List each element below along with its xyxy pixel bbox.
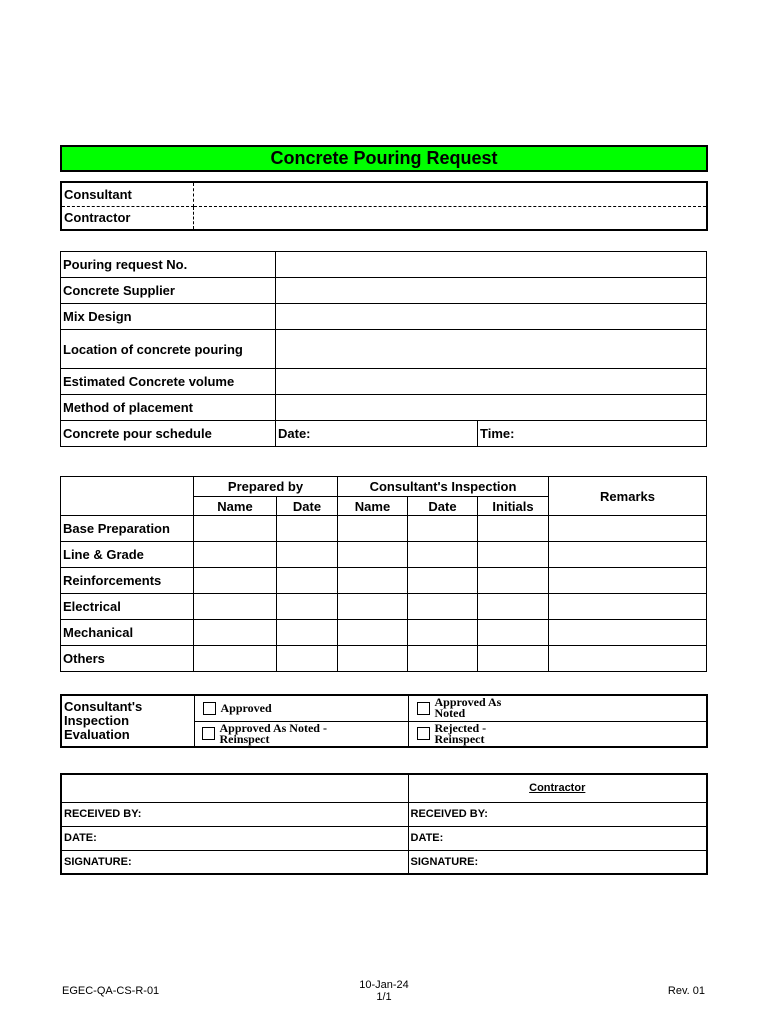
revision-number: Rev. 01 [667, 985, 705, 997]
pouring-request-no-field[interactable] [276, 252, 707, 278]
rejected-reinspect-checkbox[interactable] [417, 727, 430, 740]
remarks-header: Remarks [549, 477, 707, 516]
location-field[interactable] [276, 330, 707, 369]
rejected-reinspect-option[interactable] [408, 721, 707, 747]
rejected-reinspect-text: Rejected - Reinspect [434, 721, 487, 746]
table-cell[interactable] [549, 646, 707, 672]
contractor-field[interactable] [193, 206, 707, 230]
mix-design-label: Mix Design [61, 304, 276, 330]
approved-noted-reinspect-text: Approved As Noted - Reinspect [219, 721, 327, 746]
table-cell[interactable] [338, 646, 408, 672]
contractor-label: Contractor [61, 206, 193, 230]
table-cell[interactable] [478, 620, 549, 646]
table-cell[interactable] [277, 542, 338, 568]
evaluation-table [60, 694, 708, 748]
table-cell[interactable] [277, 568, 338, 594]
consultant-label: Consultant [61, 182, 193, 206]
table-cell[interactable] [478, 542, 549, 568]
footer-page-number: 1/1 [376, 991, 392, 1003]
pouring-info-table [60, 251, 707, 447]
parties-table [60, 181, 708, 231]
consultant-field[interactable] [193, 182, 707, 206]
table-row [61, 542, 707, 568]
table-cell[interactable] [277, 516, 338, 542]
table-cell[interactable] [277, 620, 338, 646]
mix-design-field[interactable] [276, 304, 707, 330]
inspection-checklist-table [60, 476, 707, 672]
table-cell[interactable] [478, 568, 549, 594]
checklist-corner-cell [61, 477, 194, 516]
document-code: EGEC-QA-CS-R-01 [62, 985, 160, 997]
table-row [61, 568, 707, 594]
table-cell[interactable] [338, 542, 408, 568]
table-cell[interactable] [277, 594, 338, 620]
table-cell[interactable] [194, 620, 277, 646]
pouring-request-no-label: Pouring request No. [61, 252, 276, 278]
consultants-inspection-header: Consultant's Inspection [338, 477, 549, 497]
approved-as-noted-text: Approved As Noted [434, 695, 502, 721]
approved-option[interactable] [194, 695, 408, 721]
table-cell[interactable] [408, 568, 478, 594]
location-label: Location of concrete pouring [61, 330, 276, 369]
row-label: Line & Grade [61, 542, 194, 568]
table-cell[interactable] [408, 594, 478, 620]
row-label: Others [61, 646, 194, 672]
table-row [61, 516, 707, 542]
row-label: Mechanical [61, 620, 194, 646]
contractor-signature-field[interactable]: SIGNATURE: [408, 850, 707, 874]
table-cell[interactable] [549, 620, 707, 646]
approved-noted-reinspect-checkbox[interactable] [202, 727, 215, 740]
table-row [61, 646, 707, 672]
pour-schedule-time-field[interactable]: Time: [478, 421, 707, 447]
table-cell[interactable] [478, 646, 549, 672]
table-cell[interactable] [277, 646, 338, 672]
pour-schedule-date-field[interactable]: Date: [276, 421, 478, 447]
table-cell[interactable] [549, 516, 707, 542]
table-cell[interactable] [194, 568, 277, 594]
approved-as-noted-checkbox[interactable] [417, 702, 430, 715]
estimated-volume-field[interactable] [276, 369, 707, 395]
table-cell[interactable] [338, 516, 408, 542]
approved-noted-reinspect-option[interactable] [194, 721, 408, 747]
approved-as-noted-option[interactable] [408, 695, 707, 721]
receipt-table [60, 773, 708, 875]
consultant-receipt-header [61, 774, 408, 802]
row-label: Reinforcements [61, 568, 194, 594]
table-cell[interactable] [478, 594, 549, 620]
concrete-supplier-label: Concrete Supplier [61, 278, 276, 304]
method-of-placement-label: Method of placement [61, 395, 276, 421]
table-cell[interactable] [338, 568, 408, 594]
table-cell[interactable] [194, 646, 277, 672]
approved-checkbox[interactable] [203, 702, 216, 715]
inspection-date-header: Date [408, 497, 478, 516]
row-label: Electrical [61, 594, 194, 620]
estimated-volume-label: Estimated Concrete volume [61, 369, 276, 395]
prepared-date-header: Date [277, 497, 338, 516]
table-cell[interactable] [549, 568, 707, 594]
table-row [61, 594, 707, 620]
prepared-name-header: Name [194, 497, 277, 516]
table-row [61, 620, 707, 646]
table-cell[interactable] [549, 542, 707, 568]
table-cell[interactable] [194, 516, 277, 542]
method-of-placement-field[interactable] [276, 395, 707, 421]
contractor-receipt-header: Contractor [408, 774, 707, 802]
table-cell[interactable] [194, 542, 277, 568]
evaluation-label: Consultant's Inspection Evaluation [61, 695, 194, 747]
table-cell[interactable] [408, 542, 478, 568]
prepared-by-header: Prepared by [194, 477, 338, 497]
table-cell[interactable] [408, 516, 478, 542]
contractor-received-by-field[interactable]: RECEIVED BY: [408, 802, 707, 826]
contractor-date-field[interactable]: DATE: [408, 826, 707, 850]
pour-schedule-label: Concrete pour schedule [61, 421, 276, 447]
concrete-supplier-field[interactable] [276, 278, 707, 304]
form-title: Concrete Pouring Request [60, 145, 708, 172]
footer-date: 10-Jan-24 [359, 979, 409, 991]
consultant-received-by-field[interactable]: RECEIVED BY: [61, 802, 408, 826]
consultant-date-field[interactable]: DATE: [61, 826, 408, 850]
table-cell[interactable] [549, 594, 707, 620]
table-cell[interactable] [194, 594, 277, 620]
consultant-signature-field[interactable]: SIGNATURE: [61, 850, 408, 874]
inspection-initials-header: Initials [478, 497, 549, 516]
table-cell[interactable] [478, 516, 549, 542]
approved-text: Approved [220, 700, 272, 715]
table-cell[interactable] [408, 646, 478, 672]
row-label: Base Preparation [61, 516, 194, 542]
table-cell[interactable] [338, 620, 408, 646]
table-cell[interactable] [338, 594, 408, 620]
inspection-name-header: Name [338, 497, 408, 516]
table-cell[interactable] [408, 620, 478, 646]
